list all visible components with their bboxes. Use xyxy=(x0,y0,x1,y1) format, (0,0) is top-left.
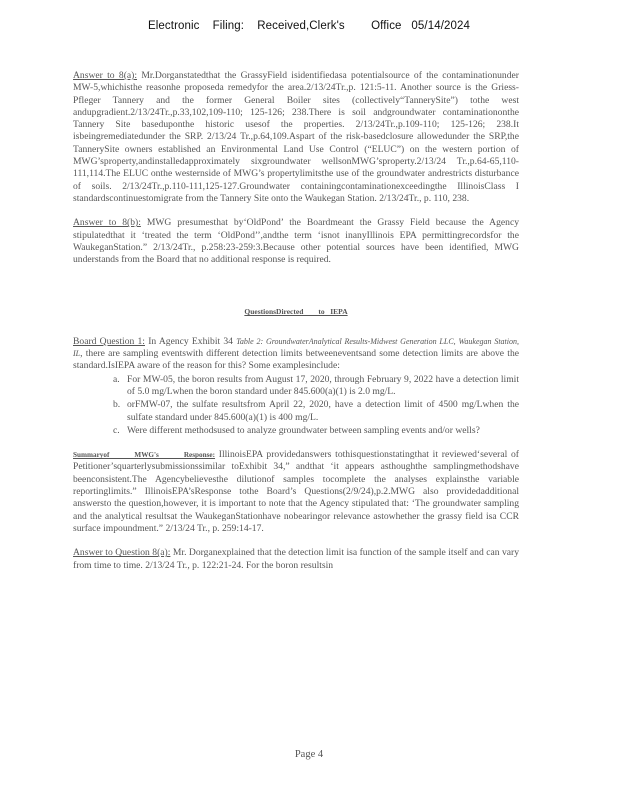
answer-8a-text: Mr.Dorganstatedthat the GrassyField isidentifiedasa potentialsource of the contaminationunder MW-5,whichisthe reasonhe proposeda remedyfor the area.2/13/24Tr.,p. 121:5-11. Another source is the Griess-Pfleger Tannery and the former General Boiler sites (collectively“TannerySite”) tothe west andupgradient.2/13/24Tr.,p.33,102,109-110; 125-126; 238.There is soil andgroundwater contaminationonthe Tannery Site baseduponthe historic usesof the properties. 2/13/24Tr.,p.109-110; 125-126; 238.It isbeingremediatedunder the SRP. 2/13/24 Tr.,p.64,109.Aspart of the risk-basedclosure allowedunder the SRP,the TannerySite owners established an Environmental Land Use Control (“ELUC”) on the western portion of MWG’sproperty,andinstalledapproximately sixgroundwater wellsonMWG’sproperty.2/13/24 Tr.,p.64-65,110-111,114.The ELUC onthe westernside of MWG’s propertylimitsthe use of the groundwater andrestricts disturbance of soils. 2/13/24Tr.,p.110-111,125-127.Groundwater containingcontaminationexceedingthe IllinoisClass I standardscontinuestomigrate from the Tannery Site onto the Waukegan Station. 2/13/24Tr., p. 110, 238. xyxy=(73,70,519,204)
list-marker: b. xyxy=(113,399,121,411)
board-question-paragraph xyxy=(73,336,519,373)
list-item-text: Were different methodsused to analyze groundwater between sampling events and/or wells? xyxy=(127,424,480,436)
list-item-text: orFMW-07, the sulfate resultsfrom April 22, 2020, have a detection limit of 4500 mg/Lwhen the sulfate standard under 845.600(a)(1) is 400 mg/L. xyxy=(127,399,519,423)
exhibit-title: Table 2: GroundwaterAnalytical Results-Midwest Generation LLC, Waukegan Station, IL xyxy=(73,336,519,359)
list-item-text: For MW-05, the boron results from August 17, 2020, through February 9, 2022 have a detection limit of 5.0 mg/Lwhen the boron standard under 845.600(a)(1) is 2.0 mg/L. xyxy=(127,373,519,397)
answer-question-8a-paragraph xyxy=(73,547,519,572)
summary-label: Summaryof MWG's Response: xyxy=(73,451,216,460)
list-item xyxy=(113,399,519,424)
examples-list xyxy=(73,374,519,437)
summary-paragraph xyxy=(73,449,519,535)
page-number: Page 4 xyxy=(294,749,324,760)
document-body xyxy=(73,70,519,572)
answer-8b-text: MWG presumesthat by‘OldPond’ the Boardmeant the Grassy Field because the Agency stipulatedthat it ‘treated the term ‘OldPond’’,andthe term ‘isnot inanyIllinois EPA permittingrecordsfor the WaukeganStation.” 2/13/24Tr., p.258:23-259:3.Because other potential sources have been identified, MWG understands from the Board that no additional response is required. xyxy=(73,217,519,266)
list-marker: c. xyxy=(113,424,120,436)
list-marker: a. xyxy=(113,373,120,385)
answer-question-8a-label: Answer to Question 8(a): xyxy=(73,547,171,559)
board-question-label: Board Question 1: xyxy=(73,335,145,347)
board-question-1 xyxy=(73,336,519,437)
board-question-text: , there are sampling eventswith different detection limits betweeneventsand some detection limits are above the standard.IsIEPA aware of the reason for this? Some examplesinclude: xyxy=(73,348,519,372)
filing-stamp-header: Electronic Filing: Received,Clerk's Office 05/14/2024 xyxy=(148,20,470,32)
answer-8a-paragraph xyxy=(73,70,519,205)
section-title: QuestionsDirected to IEPA xyxy=(244,307,348,317)
answer-8b-label: Answer to 8(b): xyxy=(73,217,141,229)
answer-question-8a-text: Mr. Dorganexplained that the detection limit isa function of the sample itself and can vary from time to time. 2/13/24 Tr., p. 122:21-24. For the boron resultsin xyxy=(73,547,520,571)
answer-8a-label: Answer to 8(a): xyxy=(73,70,138,81)
summary-text: IllinoisEPA providedanswers tothisquestionstatingthat it reviewed‘several of Petitioner’squarterlysubmissionssimilar toExhibit 34,” andthat ‘it appears asthoughthe samplingmethodshave beenconsistent.The Agencybelievesthe dilutionof samples tocomplete the analyses explainsthe variable reportinglimits.” IllinoisEPA’sResponse tothe Board’s Questions(2/9/24),p.2.MWG also providedadditional answersto the question,however, it is important to note that the Agency stipulated that: ‘The groundwater sampling and the analytical resultsat the WaukeganStationhave nobearingor relevance astowhether the grassy field isa CCR surface impoundment.” 2/13/24 Tr., p. 259:14-17. xyxy=(73,449,520,534)
board-question-lead: In Agency Exhibit 34 xyxy=(144,335,237,347)
list-item xyxy=(113,373,519,399)
answer-8b-paragraph xyxy=(73,217,519,266)
list-item xyxy=(113,424,519,437)
